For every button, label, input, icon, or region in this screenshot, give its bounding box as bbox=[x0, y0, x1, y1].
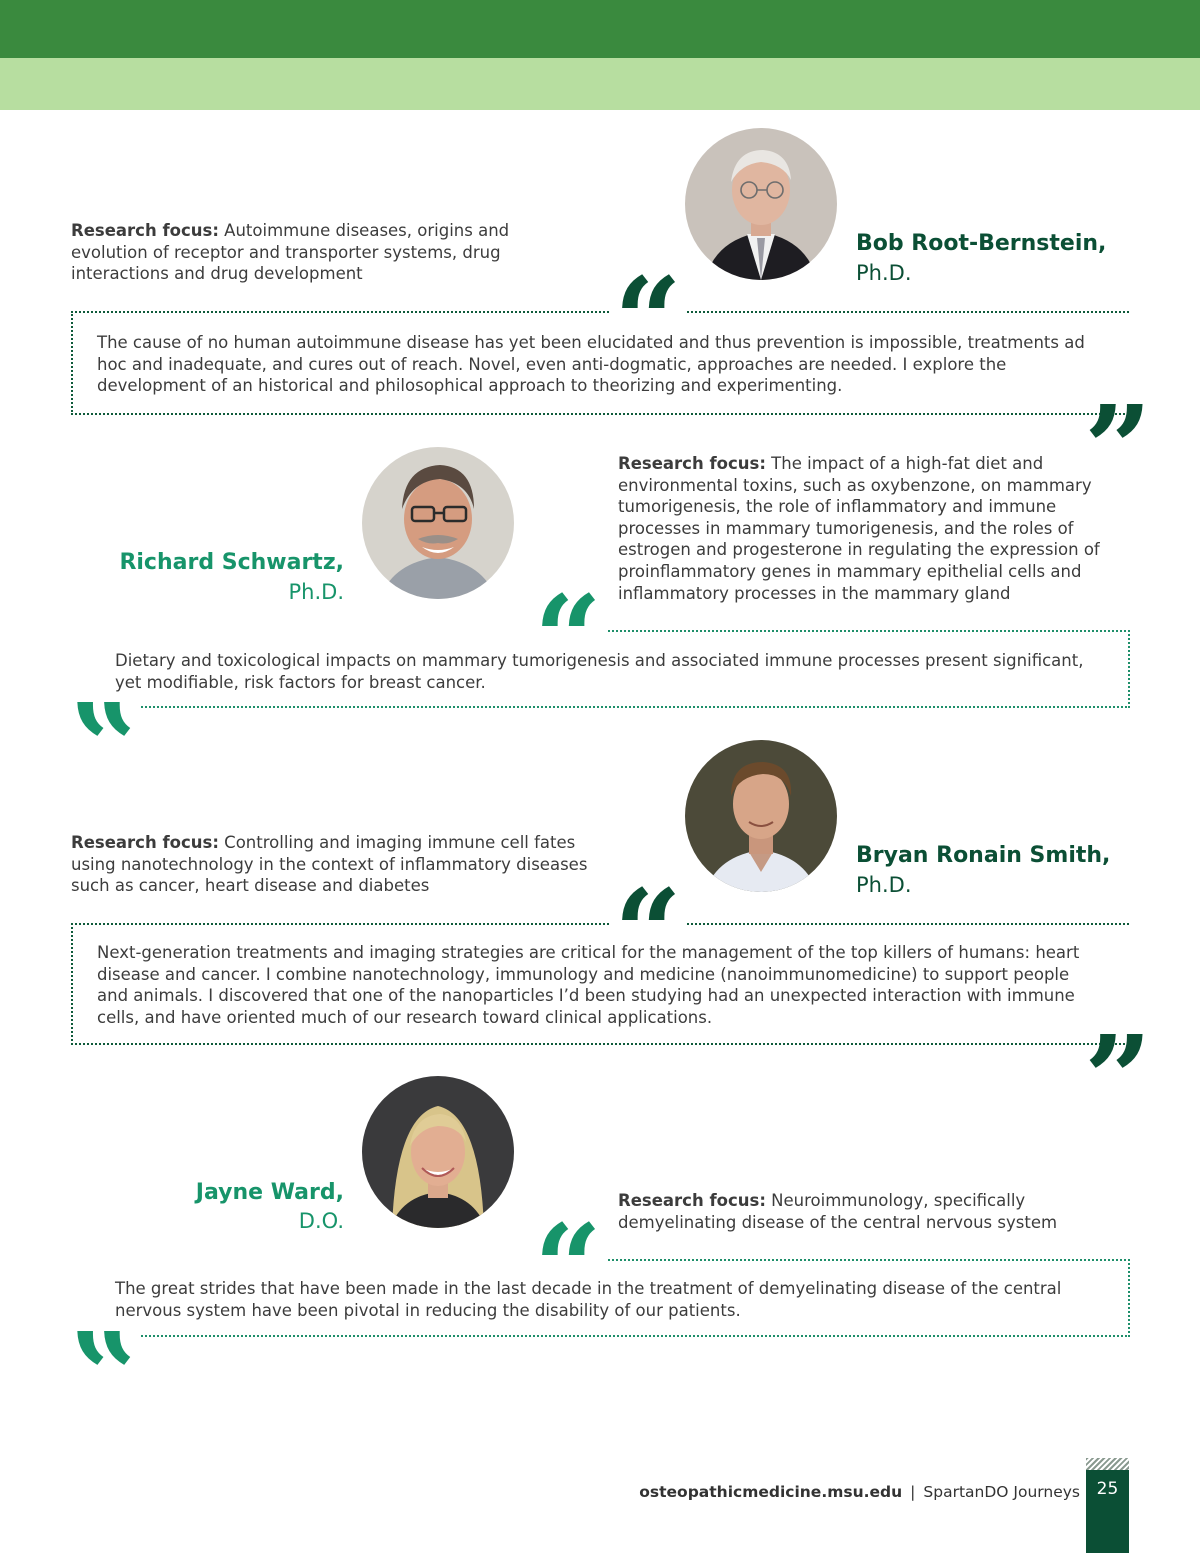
research-focus-text: Controlling and imaging immune cell fates using nanotechnology in the context of inflammatory diseases such as cancer, heart disease and diabetes bbox=[71, 833, 588, 896]
research-focus-label: Research focus: bbox=[71, 221, 219, 240]
quote-box-top-rule bbox=[560, 1259, 1130, 1261]
researcher-credential: D.O. bbox=[298, 1209, 344, 1233]
researcher-name: Jayne Ward, bbox=[195, 1180, 344, 1205]
footer-credit bbox=[520, 1481, 1080, 1503]
researcher-credential: Ph.D. bbox=[856, 873, 912, 897]
header-band-light bbox=[0, 58, 1200, 110]
page-tab-hatch bbox=[1086, 1458, 1129, 1470]
footer-publication: SpartanDO Journeys bbox=[923, 1483, 1080, 1501]
open-quote-icon: “ bbox=[610, 874, 686, 992]
quote-text: Next-generation treatments and imaging strategies are critical for the management of the top killers of humans: heart disease and cancer. I combine nanotechnology, immunology and medicine (nanoimmunomedicine) to support people and animals. I discovered that one of the nanoparticles I’d been studying had an unexpected interaction with immune cells, and have oriented much of our research toward clinical applications. bbox=[97, 943, 1080, 1027]
research-focus-text: Neuroimmunology, specifically demyelinating disease of the central nervous system bbox=[618, 1191, 1058, 1232]
quote-box-top-rule bbox=[560, 630, 1130, 632]
close-quote-icon: ” bbox=[1084, 379, 1152, 518]
portrait-photo bbox=[685, 128, 837, 280]
research-focus-text: The impact of a high-fat diet and environmental toxins, such as oxybenzone, on mammary tumorigenesis, the role of inflammatory and immune processes in mammary tumorigenesis, and the roles of estrogen and progesterone in regulating the expression of proinflammatory genes in mammary epithelial cells and inflammatory processes in the mammary gland bbox=[618, 454, 1100, 603]
researcher-credential: Ph.D. bbox=[856, 261, 912, 285]
research-focus-label: Research focus: bbox=[71, 833, 219, 852]
researcher-credential: Ph.D. bbox=[288, 580, 344, 604]
research-focus bbox=[71, 220, 541, 285]
portrait-photo bbox=[362, 1076, 514, 1228]
portrait-photo bbox=[685, 740, 837, 892]
close-quote-icon: ” bbox=[64, 1317, 140, 1435]
researcher-name: Bob Root-Bernstein, bbox=[856, 231, 1107, 256]
research-focus bbox=[71, 832, 601, 897]
research-focus bbox=[618, 453, 1138, 604]
research-focus-label: Research focus: bbox=[618, 1191, 766, 1210]
portrait-photo bbox=[362, 447, 514, 599]
research-focus-label: Research focus: bbox=[618, 454, 766, 473]
footer-site-link[interactable]: osteopathicmedicine.msu.edu bbox=[639, 1483, 903, 1501]
close-quote-icon: ” bbox=[1084, 1009, 1152, 1148]
page-number: 25 bbox=[1096, 1479, 1119, 1499]
quote-text: Dietary and toxicological impacts on mammary tumorigenesis and associated immune processes present significant, yet modifiable, risk factors for breast cancer. bbox=[115, 651, 1084, 692]
open-quote-icon: “ bbox=[530, 1209, 606, 1327]
researcher-name: Richard Schwartz, bbox=[119, 550, 344, 575]
research-focus bbox=[618, 1190, 1118, 1233]
footer-separator: | bbox=[910, 1483, 916, 1501]
quote-text: The great strides that have been made in the last decade in the treatment of demyelinating disease of the central nervous system have been pivotal in reducing the disability of our patients. bbox=[115, 1279, 1062, 1320]
quote-text: The cause of no human autoimmune disease has yet been elucidated and thus prevention is impossible, treatments ad hoc and inadequate, and cures out of reach. Novel, even anti-dogmatic, approaches are needed. I explore the development of an historical and philosophical approach to theorizing and experimenting. bbox=[97, 333, 1085, 396]
researcher-name: Bryan Ronain Smith, bbox=[856, 843, 1111, 868]
open-quote-icon: “ bbox=[610, 262, 686, 380]
close-quote-icon: ” bbox=[64, 688, 140, 806]
research-focus-text: Autoimmune diseases, origins and evolution of receptor and transporter systems, drug interactions and drug development bbox=[71, 221, 510, 284]
open-quote-icon: “ bbox=[530, 580, 606, 698]
header-band-dark bbox=[0, 0, 1200, 58]
